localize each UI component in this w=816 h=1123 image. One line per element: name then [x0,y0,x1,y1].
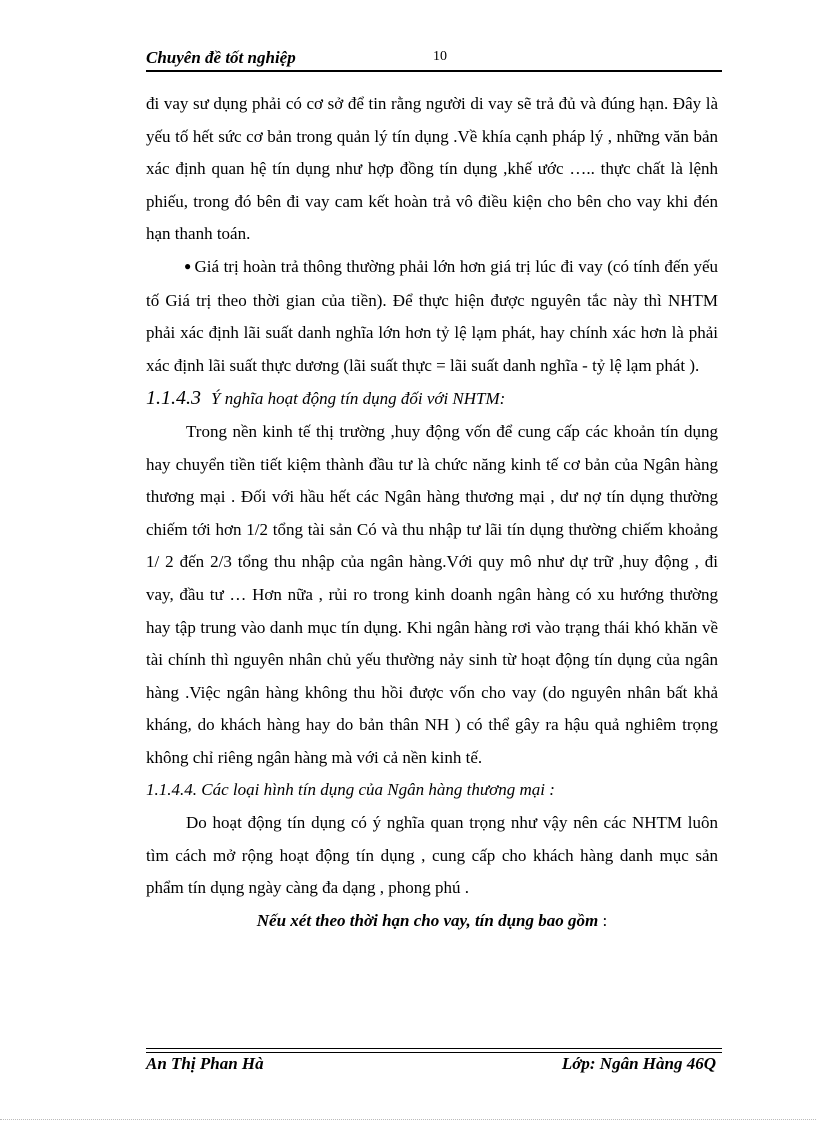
section-title: Ý nghĩa hoạt động tín dụng đối với NHTM: [211,389,506,409]
paragraph-credit-significance: Trong nền kinh tế thị trường ,huy động vốn để cung cấp các khoản tín dụng hay chuyển tiền tiết kiệm thành đầu tư là chức năng kinh tế cơ bản của Ngân hàng thương mại . Đối với hầu hết các Ngân hàng thương mại , dư nợ tín dụng thường chiếm tới hơn 1/2 tổng tài sản Có và thu nhập tư lãi tín dụng thường chiếm khoảng 1/ 2 đến 2/3 tổng thu nhập của ngân hàng.Với quy mô như dự trữ ,huy động , đi vay, đầu tư … Hơn nữa , rủi ro trong kinh doanh ngân hàng có xu hướng thường hay tập trung vào danh mục tín dụng. Khi ngân hàng rơi vào trạng thái khó khăn về tài chính thì nguyên nhân chủ yếu thường nảy sinh từ hoạt động tín dụng của ngân hàng .Việc ngân hàng không thu hồi được vốn cho vay (do nguyên nhân bất khả kháng, do khách hàng hay do bản thân NH ) có thể gây ra hậu quả nghiêm trọng không chỉ riêng ngân hàng mà với cả nền kinh tế. [146,421,718,767]
page-header [146,46,722,72]
emphasis-line [146,905,718,938]
document-body [146,88,718,937]
section-heading-1-1-4-3 [146,382,718,416]
paragraph-credit-types-intro: Do hoạt động tín dụng có ý nghĩa quan trọng như vậy nên các NHTM luôn tìm cách mở rộng hoạt động tín dụng , cung cấp cho khách hàng danh mục sản phẩm tín dụng ngày càng đa dạng , phong phú . [146,813,718,898]
bullet-text: Giá trị hoàn trả thông thường phải lớn hơn giá trị lúc đi vay (có tính đến yếu tố Giá trị theo thời gian của tiền). Để thực hiện được nguyên tắc này thì NHTM phải xác định lãi suất danh nghĩa lớn hơn tỷ lệ lạm phát, hay chính xác hơn là phải xác định lãi suất thực dương (lãi suất thực = lãi suất danh nghĩa - tỷ lệ lạm phát ). [146,256,719,375]
page-number: 10 [433,49,447,64]
footer-rule [146,1048,722,1053]
emphasis-suffix: : [598,910,608,930]
footer-class: Lớp: Ngân Hàng 46Q [561,1054,716,1073]
paragraph-credit-basis: đi vay sư dụng phải có cơ sở để tin rằng người di vay sẽ trả đủ và đúng hạn. Đây là yếu tố hết sức cơ bản trong quản lý tín dụng .Về khía cạnh pháp lý , những văn bản xác định quan hệ tín dụng như hợp đồng tín dụng ,khế ước ….. thực chất là lệnh phiếu, trong đó bên đi vay cam kết hoàn trả vô điều kiện cho bên cho vay khi đén hạn thanh toán. [146,94,718,244]
footer-author: An Thị Phan Hà [146,1054,264,1073]
header-title: Chuyên đề tốt nghiệp [146,48,296,67]
bullet-icon: ● [184,258,192,273]
emphasis-text: Nếu xét theo thời hạn cho vay, tín dụng bao gồm [256,910,599,930]
paragraph-repayment-value [146,251,718,382]
page-edge [0,1119,816,1120]
header-rule [146,70,722,72]
section-heading-1-1-4-4: 1.1.4.4. Các loại hình tín dụng của Ngân hàng thương mại : [146,780,555,800]
section-number: 1.1.4.3 [146,387,201,410]
page-footer [146,1048,722,1078]
